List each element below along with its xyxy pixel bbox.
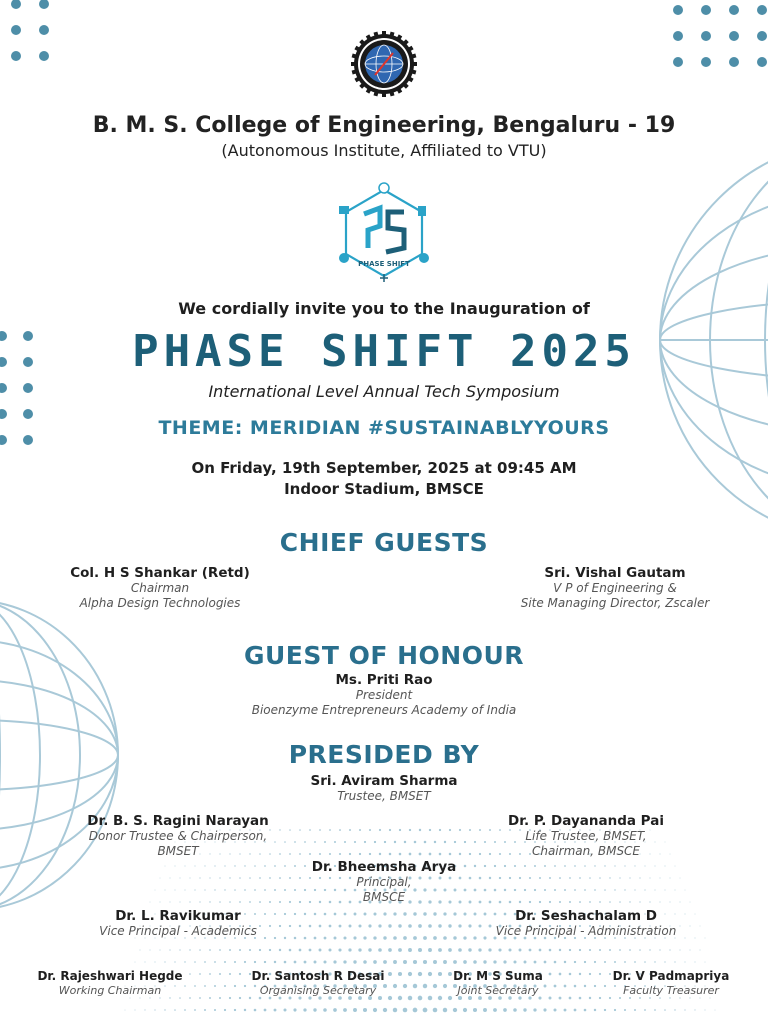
guest-name: Dr. V Padmapriya <box>612 969 730 983</box>
guest-role: Chairman <box>130 581 190 595</box>
guest-role: Principal, <box>356 875 412 889</box>
college-affiliation: (Autonomous Institute, Affiliated to VTU) <box>221 141 547 160</box>
guest-role: Bioenzyme Entrepreneurs Academy of India <box>251 703 517 717</box>
guest-role: Site Managing Director, Zscaler <box>520 596 710 610</box>
event-title: PHASE SHIFT 2025 <box>132 326 636 377</box>
committee-member-4 <box>585 969 757 998</box>
presider-main <box>234 773 534 804</box>
presider-left <box>40 813 316 859</box>
phase-shift-logo-text: PHASE SHIFT <box>358 260 410 268</box>
guest-name: Ms. Priti Rao <box>335 672 433 688</box>
guest-role: Vice Principal - Academics <box>99 924 257 938</box>
guest-role: Faculty Treasurer <box>623 984 719 997</box>
guest-of-honour-heading: GUEST OF HONOUR <box>243 641 525 670</box>
guest-name: Dr. Bheemsha Arya <box>311 859 457 875</box>
guest-of-honour <box>234 672 534 718</box>
guest-role: Donor Trustee & Chairperson, <box>88 829 268 843</box>
presider-right <box>450 813 722 859</box>
guest-name: Dr. P. Dayananda Pai <box>508 813 664 829</box>
guest-name: Sri. Vishal Gautam <box>544 565 686 581</box>
guest-role: Life Trustee, BMSET, <box>525 829 647 843</box>
principal <box>234 859 534 905</box>
guest-name: Dr. L. Ravikumar <box>115 908 241 924</box>
dot-grid-top-right <box>673 5 767 67</box>
guest-role: Working Chairman <box>58 984 162 997</box>
guest-role: V P of Engineering & <box>553 581 677 595</box>
chief-guests-heading: CHIEF GUESTS <box>279 528 489 557</box>
guest-role: BMSCE <box>362 890 406 904</box>
event-theme: THEME: MERIDIAN #SUSTAINABLYYOURS <box>158 417 610 439</box>
guest-role: Trustee, BMSET <box>337 789 431 803</box>
guest-name: Dr. M S Suma <box>453 969 543 983</box>
event-tagline: International Level Annual Tech Symposium <box>208 382 560 401</box>
presided-by-heading: PRESIDED BY <box>288 740 480 769</box>
guest-role: BMSET <box>157 844 199 858</box>
event-datetime: On Friday, 19th September, 2025 at 09:45 AM <box>191 459 577 477</box>
guest-name: Dr. B. S. Ragini Narayan <box>87 813 269 829</box>
vice-principal-academics <box>40 908 316 939</box>
vice-principal-administration <box>450 908 722 939</box>
guest-name: Sri. Aviram Sharma <box>310 773 458 789</box>
guest-role: Chairman, BMSCE <box>531 844 641 858</box>
chief-guest-1 <box>20 565 300 611</box>
guest-name: Dr. Seshachalam D <box>515 908 657 924</box>
guest-name: Col. H S Shankar (Retd) <box>70 565 250 581</box>
committee-member-3 <box>420 969 576 998</box>
guest-name: Dr. Rajeshwari Hegde <box>37 969 183 983</box>
guest-name: Dr. Santosh R Desai <box>251 969 385 983</box>
dot-grid-top-left <box>11 0 49 61</box>
college-name: B. M. S. College of Engineering, Bengaluru - 19 <box>92 113 676 138</box>
event-venue: Indoor Stadium, BMSCE <box>284 480 484 498</box>
phase-shift-logo-icon <box>334 182 434 282</box>
committee-member-1 <box>25 969 195 998</box>
committee-member-2 <box>228 969 408 998</box>
guest-role: Organising Secretary <box>259 984 377 997</box>
guest-role: Joint Secretary <box>457 984 539 997</box>
guest-role: Alpha Design Technologies <box>79 596 241 610</box>
gear-emblem-icon <box>351 31 417 97</box>
invite-line: We cordially invite you to the Inauguration of <box>178 299 590 318</box>
guest-role: President <box>355 688 413 702</box>
guest-role: Vice Principal - Administration <box>495 924 677 938</box>
chief-guest-2 <box>470 565 760 611</box>
